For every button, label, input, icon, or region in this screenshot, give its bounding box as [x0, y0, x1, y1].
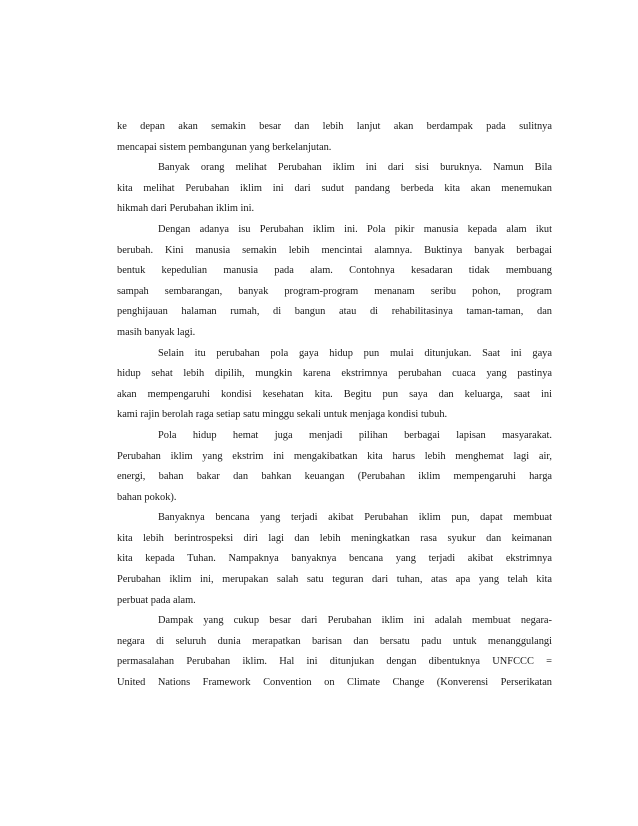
text-line: Dampak yang cukup besar dari Perubahan iklim ini adalah membuat negara-: [158, 615, 552, 627]
text-line: kita melihat Perubahan iklim ini dari sudut pandang berbeda kita akan menemukan: [117, 182, 552, 194]
text-line: penghijauan halaman rumah, di bangun atau di rehabilitasinya taman-taman, dan: [117, 306, 552, 318]
text-line: sampah sembarangan, banyak program-program menanam seribu pohon, program: [117, 285, 552, 297]
text-line: kita kepada Tuhan. Nampaknya banyaknya bencana yang terjadi akibat ekstrimnya: [117, 553, 552, 565]
paragraph: [117, 426, 552, 508]
text-line: negara di seluruh dunia merapatkan barisan dan bersatu padu untuk menanggulangi: [117, 635, 552, 647]
text-line: energi, bahan bakar dan bahkan keuangan (Perubahan iklim mempengaruhi harga: [117, 471, 552, 483]
text-line: ke depan akan semakin besar dan lebih lanjut akan berdampak pada sulitnya: [117, 121, 552, 132]
text-line: Banyaknya bencana yang terjadi akibat Perubahan iklim pun, dapat membuat: [158, 512, 552, 524]
text-line: akan mempengaruhi kondisi kesehatan kita. Begitu pun saya dan keluarga, saat ini: [117, 388, 552, 400]
text-line: Selain itu perubahan pola gaya hidup pun mulai ditunjukan. Saat ini gaya: [158, 347, 552, 359]
text-line: Dengan adanya isu Perubahan iklim ini. Pola pikir manusia kepada alam ikut: [158, 223, 552, 235]
text-line: United Nations Framework Convention on Climate Change (Konverensi Perserikatan: [117, 677, 552, 689]
paragraph: [117, 611, 552, 693]
text-line: bentuk kepedulian manusia pada alam. Contohnya kesadaran tidak membuang: [117, 265, 552, 277]
text-line: berubah. Kini manusia semakin lebih mencintai alamnya. Buktinya banyak berbagai: [117, 244, 552, 256]
paragraph: [117, 220, 552, 344]
text-line: Banyak orang melihat Perubahan iklim ini dari sisi buruknya. Namun Bila: [158, 162, 552, 174]
paragraph-continuation: [117, 117, 552, 158]
text-line: masih banyak lagi.: [117, 326, 196, 338]
body-text: [117, 117, 552, 694]
text-line: hikmah dari Perubahan iklim ini.: [117, 203, 255, 215]
text-line: perbuat pada alam.: [117, 594, 196, 606]
text-line: kita lebih berintrospeksi diri lagi dan lebih meningkatkan rasa syukur dan keimanan: [117, 532, 552, 544]
text-line: bahan pokok).: [117, 491, 177, 503]
text-line: permasalahan Perubahan iklim. Hal ini ditunjukan dengan dibentuknya UNFCCC =: [117, 656, 552, 668]
text-line: Pola hidup hemat juga menjadi pilihan berbagai lapisan masyarakat.: [158, 429, 552, 441]
paragraph: [117, 158, 552, 220]
paragraph: [117, 508, 552, 611]
text-line: kami rajin berolah raga setiap satu minggu sekali untuk menjaga kondisi tubuh.: [117, 409, 448, 421]
text-line: hidup sehat lebih dipilih, mungkin karena ekstrimnya perubahan cuaca yang pastinya: [117, 368, 552, 380]
text-line: Perubahan iklim ini, merupakan salah satu teguran dari tuhan, atas apa yang telah kita: [117, 574, 552, 586]
paragraph: [117, 344, 552, 426]
text-line: Perubahan iklim yang ekstrim ini mengakibatkan kita harus lebih menghemat lagi air,: [117, 450, 552, 462]
text-line: mencapai sistem pembangunan yang berkelanjutan.: [117, 141, 332, 153]
